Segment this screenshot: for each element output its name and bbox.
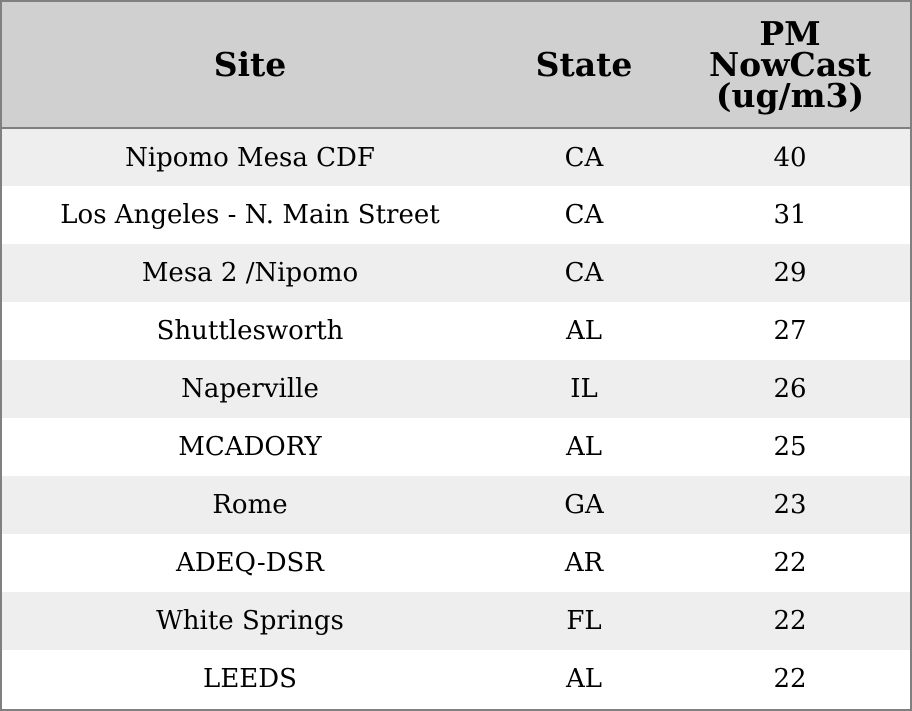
column-header-state — [498, 2, 670, 128]
cell-site: ADEQ-DSR — [176, 548, 324, 578]
cell-site: Nipomo Mesa CDF — [125, 142, 375, 173]
column-header-pm-nowcast — [670, 2, 910, 128]
table-row — [2, 244, 910, 302]
cell-state: CA — [564, 142, 604, 173]
pm-nowcast-table — [2, 2, 910, 708]
header-line: Site — [213, 45, 287, 84]
cell-state: CA — [564, 200, 604, 230]
table-row — [2, 592, 910, 650]
cell-pm-nowcast: 26 — [773, 374, 807, 404]
cell-pm-nowcast: 22 — [773, 548, 807, 578]
cell-site: Mesa 2 /Nipomo — [141, 258, 359, 288]
cell-state: AL — [565, 432, 603, 462]
cell-state: GA — [564, 490, 604, 520]
cell-pm-nowcast: 27 — [773, 316, 807, 346]
cell-site: LEEDS — [203, 664, 297, 694]
column-header-site — [2, 2, 498, 128]
table-row — [2, 302, 910, 360]
cell-state: IL — [570, 374, 598, 404]
cell-state: AL — [565, 664, 603, 694]
table-header-row — [2, 2, 910, 128]
cell-site: Shuttlesworth — [156, 316, 344, 346]
header-line: NowCast — [708, 45, 872, 84]
table-body — [2, 128, 910, 708]
table-row — [2, 650, 910, 708]
cell-state: AL — [565, 316, 603, 346]
cell-site: Rome — [212, 490, 288, 520]
table-row — [2, 476, 910, 534]
header-line: State — [535, 45, 633, 84]
cell-pm-nowcast: 31 — [773, 200, 807, 230]
cell-pm-nowcast: 22 — [773, 606, 807, 636]
cell-pm-nowcast: 22 — [773, 664, 807, 694]
cell-pm-nowcast: 25 — [773, 432, 807, 462]
cell-state: AR — [564, 548, 604, 578]
cell-pm-nowcast: 40 — [773, 142, 807, 173]
cell-site: White Springs — [156, 606, 344, 636]
cell-site: Naperville — [181, 374, 319, 404]
cell-state: CA — [564, 258, 604, 288]
header-line: PM — [759, 14, 821, 53]
table-row — [2, 534, 910, 592]
cell-pm-nowcast: 29 — [773, 258, 807, 288]
cell-site: MCADORY — [178, 432, 322, 462]
cell-site: Los Angeles - N. Main Street — [60, 200, 440, 230]
table-row — [2, 418, 910, 476]
table-row — [2, 186, 910, 244]
header-line: (ug/m3) — [715, 76, 865, 115]
table-row — [2, 128, 910, 186]
cell-pm-nowcast: 23 — [773, 490, 807, 520]
cell-state: FL — [566, 606, 602, 636]
table-row — [2, 360, 910, 418]
